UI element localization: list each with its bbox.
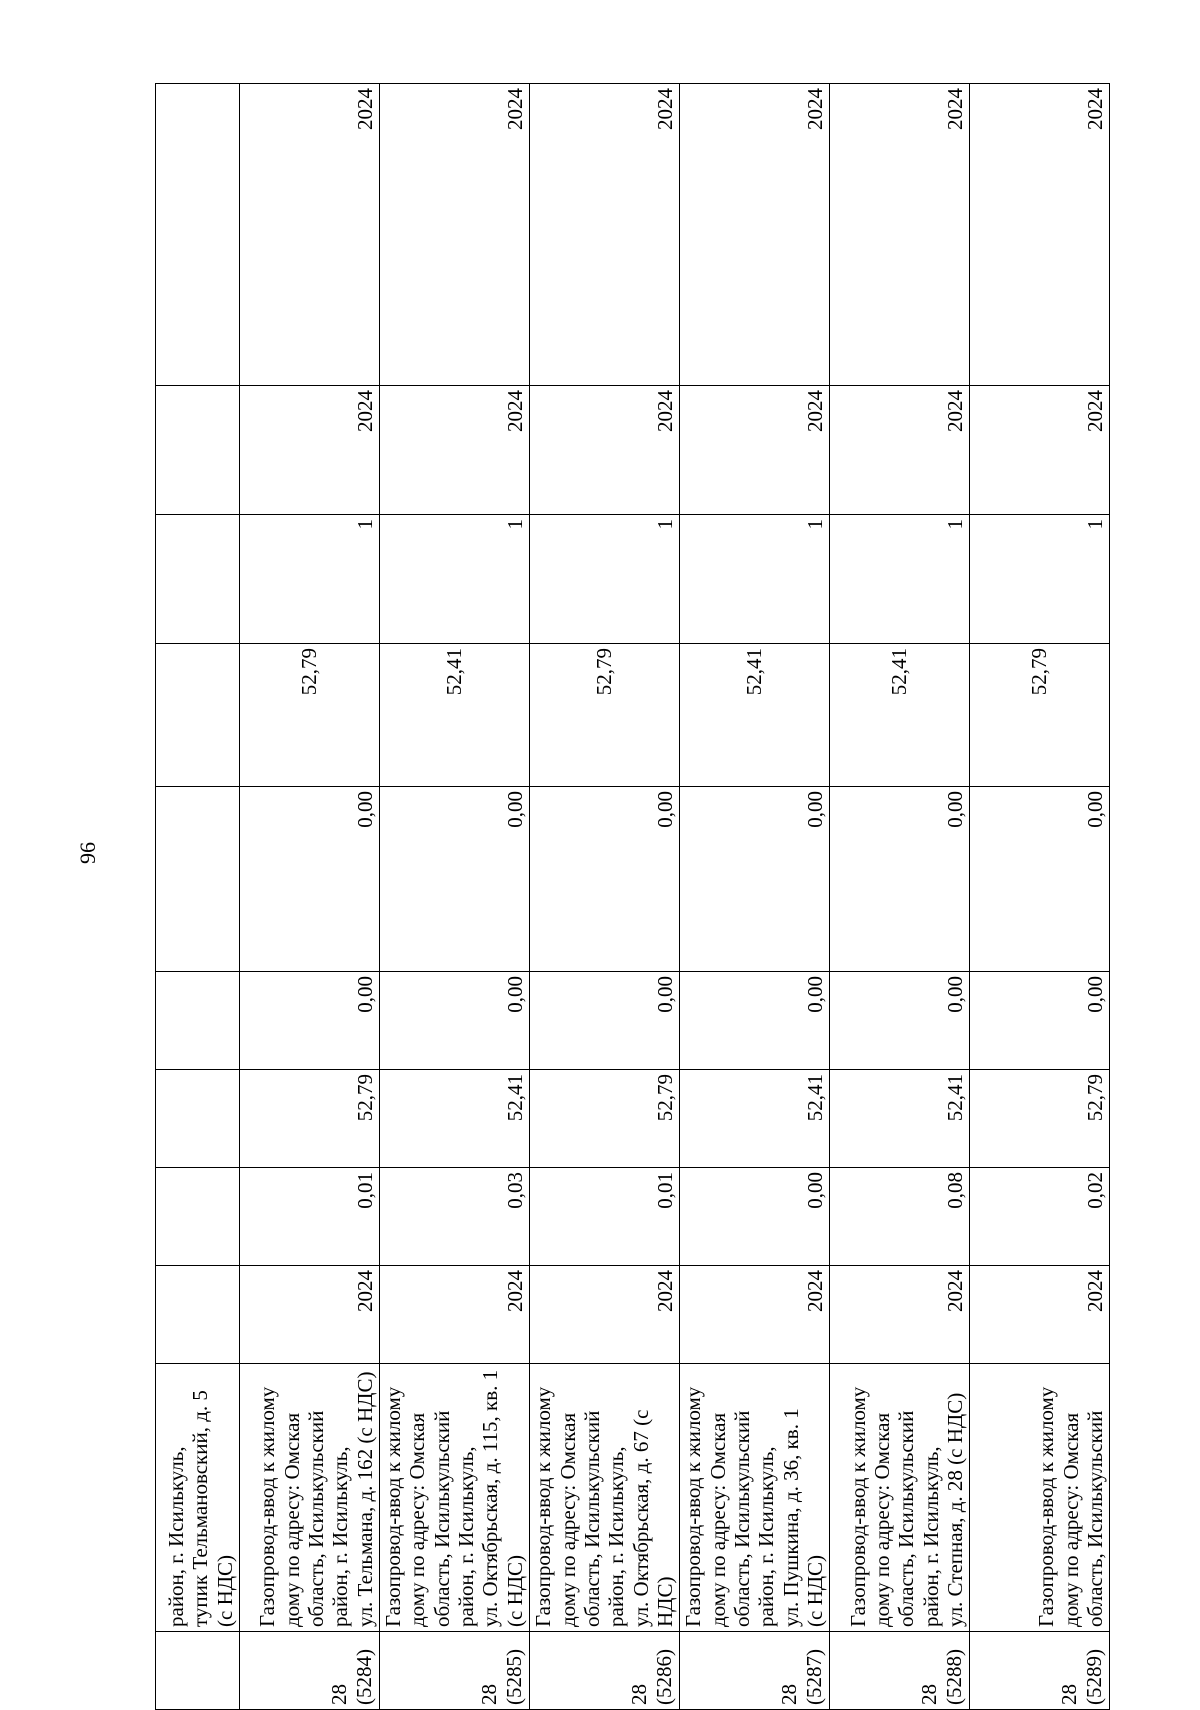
cell-c2: 52,41 xyxy=(680,1070,830,1168)
cell-c6: 1 xyxy=(680,515,830,644)
cell-c4: 0,00 xyxy=(680,787,830,972)
cell-c5: 52,41 xyxy=(680,644,830,787)
cell-code: 28 (5287) xyxy=(680,1632,830,1710)
table-row-continued xyxy=(156,84,240,1710)
cell-code: 28 (5285) xyxy=(380,1632,530,1710)
cell-c4: 0,00 xyxy=(830,787,970,972)
cell-c5: 52,79 xyxy=(530,644,680,787)
cell-c3: 0,00 xyxy=(530,972,680,1070)
cell-code: 28 (5284) xyxy=(240,1632,380,1710)
cell-c1: 0,01 xyxy=(240,1168,380,1266)
cell-year: 2024 xyxy=(240,1266,380,1364)
investment-program-table xyxy=(155,83,1110,1710)
cell-c3: 0,00 xyxy=(970,972,1110,1070)
cell-c6: 1 xyxy=(830,515,970,644)
cell-c8: 2024 xyxy=(970,84,1110,386)
cell-c7: 2024 xyxy=(380,386,530,515)
cell-c6: 1 xyxy=(970,515,1110,644)
cell-c3: 0,00 xyxy=(680,972,830,1070)
cell-empty xyxy=(156,644,240,787)
cell-name: Газопровод-ввод к жилому дому по адресу: Омская область, Исилькульский район, г. Исилькуль, ул. Октябрьская, д. 67 (с НДС) xyxy=(530,1364,680,1632)
table-row xyxy=(240,84,380,1710)
table-row xyxy=(530,84,680,1710)
cell-code: 28 (5288) xyxy=(830,1632,970,1710)
cell-empty xyxy=(156,1070,240,1168)
cell-c4: 0,00 xyxy=(380,787,530,972)
cell-c4: 0,00 xyxy=(970,787,1110,972)
page-number: 96 xyxy=(75,842,100,864)
cell-year: 2024 xyxy=(970,1266,1110,1364)
cell-c1: 0,08 xyxy=(830,1168,970,1266)
cell-c7: 2024 xyxy=(530,386,680,515)
cell-c3: 0,00 xyxy=(380,972,530,1070)
cell-name: Газопровод-ввод к жилому дому по адресу: Омская область, Исилькульский район, г. Исилькуль, ул. Пушкина, д. 36, кв. 1 (с НДС) xyxy=(680,1364,830,1632)
cell-c5: 52,41 xyxy=(830,644,970,787)
cell-c6: 1 xyxy=(240,515,380,644)
cell-empty xyxy=(156,1168,240,1266)
cell-empty xyxy=(156,972,240,1070)
cell-c7: 2024 xyxy=(680,386,830,515)
cell-c8: 2024 xyxy=(240,84,380,386)
table-row xyxy=(680,84,830,1710)
cell-empty xyxy=(156,1266,240,1364)
cell-c7: 2024 xyxy=(970,386,1110,515)
cell-c2: 52,79 xyxy=(970,1070,1110,1168)
cell-c5: 52,79 xyxy=(240,644,380,787)
cell-code: 28 (5289) xyxy=(970,1632,1110,1710)
cell-c2: 52,41 xyxy=(830,1070,970,1168)
cell-c5: 52,79 xyxy=(970,644,1110,787)
cell-empty xyxy=(156,84,240,386)
cell-empty xyxy=(156,386,240,515)
cell-c8: 2024 xyxy=(530,84,680,386)
cell-year: 2024 xyxy=(530,1266,680,1364)
cell-c8: 2024 xyxy=(680,84,830,386)
cell-c8: 2024 xyxy=(830,84,970,386)
cell-c6: 1 xyxy=(380,515,530,644)
table-row xyxy=(380,84,530,1710)
cell-c4: 0,00 xyxy=(530,787,680,972)
cell-code: 28 (5286) xyxy=(530,1632,680,1710)
cell-c2: 52,41 xyxy=(380,1070,530,1168)
cell-c1: 0,03 xyxy=(380,1168,530,1266)
cell-year: 2024 xyxy=(380,1266,530,1364)
cell-year: 2024 xyxy=(830,1266,970,1364)
cell-c7: 2024 xyxy=(240,386,380,515)
cell-name: Газопровод-ввод к жилому дому по адресу: Омская область, Исилькульский район, г. Исилькуль, ул. Степная, д. 28 (с НДС) xyxy=(830,1364,970,1632)
cell-c3: 0,00 xyxy=(240,972,380,1070)
document-table-rotated xyxy=(155,84,1108,1710)
cell-c1: 0,00 xyxy=(680,1168,830,1266)
cell-c7: 2024 xyxy=(830,386,970,515)
cell-c2: 52,79 xyxy=(240,1070,380,1168)
table-row xyxy=(970,84,1110,1710)
cell-c4: 0,00 xyxy=(240,787,380,972)
cell-name: Газопровод-ввод к жилому дому по адресу: Омская область, Исилькульский район, г. Исилькуль, ул. Тельмана, д. 162 (с НДС) xyxy=(240,1364,380,1632)
cell-empty xyxy=(156,787,240,972)
cell-name: район, г. Исилькуль, тупик Тельмановский, д. 5 (с НДС) xyxy=(156,1364,240,1632)
cell-name: Газопровод-ввод к жилому дому по адресу: Омская область, Исилькульский xyxy=(970,1364,1110,1632)
cell-c5: 52,41 xyxy=(380,644,530,787)
cell-c3: 0,00 xyxy=(830,972,970,1070)
cell-c1: 0,02 xyxy=(970,1168,1110,1266)
cell-empty xyxy=(156,515,240,644)
cell-c2: 52,79 xyxy=(530,1070,680,1168)
cell-year: 2024 xyxy=(680,1266,830,1364)
table-row xyxy=(830,84,970,1710)
cell-c1: 0,01 xyxy=(530,1168,680,1266)
cell-c8: 2024 xyxy=(380,84,530,386)
cell-c6: 1 xyxy=(530,515,680,644)
cell-name: Газопровод-ввод к жилому дому по адресу: Омская область, Исилькульский район, г. Исилькуль, ул. Октябрьская, д. 115, кв. 1 (с НДС) xyxy=(380,1364,530,1632)
